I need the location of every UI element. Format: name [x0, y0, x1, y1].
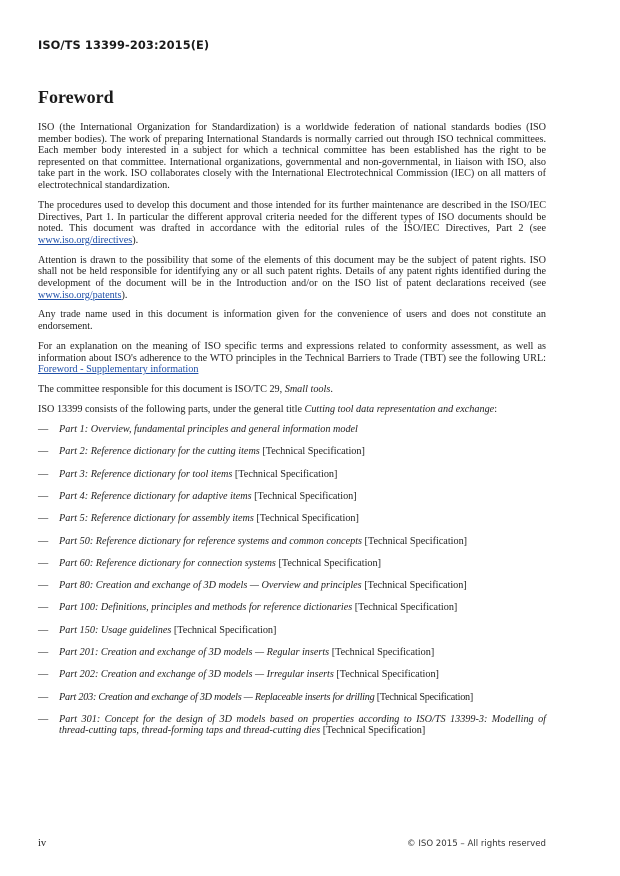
- list-item: [38, 424, 546, 436]
- part-title: Part 202: Creation and exchange of 3D models — Irregular inserts: [59, 669, 334, 681]
- list-item: [38, 647, 546, 659]
- page-number: iv: [38, 838, 47, 849]
- page-title: Foreword: [38, 87, 114, 107]
- dash-marker: —: [38, 647, 49, 659]
- dash-marker: —: [38, 424, 49, 436]
- part-title: Part 1: Overview, fundamental principles and general information model: [59, 424, 358, 436]
- part-title: Part 2: Reference dictionary for the cutting items: [59, 446, 260, 458]
- part-title: Part 60: Reference dictionary for connection systems: [59, 557, 276, 569]
- paragraph-procedures: [38, 200, 546, 246]
- paragraph-conformity-text: For an explanation on the meaning of ISO specific terms and expressions related to conformity assessment, as well as information about ISO's adherence to the WTO principles in the Technical Barriers to Trade (TBT) see the following URL:: [38, 341, 546, 364]
- general-title: Cutting tool data representation and exchange: [304, 404, 495, 416]
- part-title: Part 3: Reference dictionary for tool items: [59, 468, 233, 480]
- part-title: Part 203: Creation and exchange of 3D models — Replaceable inserts for drilling: [59, 691, 375, 703]
- dash-marker: —: [38, 624, 49, 636]
- committee-name: Small tools: [284, 384, 331, 396]
- document-id-header: ISO/TS 13399-203:2015(E): [38, 38, 210, 52]
- dash-marker: —: [38, 691, 48, 703]
- list-item: [38, 602, 546, 614]
- list-item: [38, 580, 546, 592]
- part-note: [Technical Specification]: [275, 557, 381, 569]
- part-note: [Technical Specification]: [251, 491, 357, 503]
- paragraph-conformity: [38, 341, 546, 376]
- part-title: Part 5: Reference dictionary for assembly items: [59, 513, 254, 525]
- parts-list: [38, 424, 546, 737]
- paragraph-committee-end: .: [330, 384, 333, 396]
- foreword-body: [38, 122, 546, 748]
- part-note: [Technical Specification]: [329, 647, 435, 659]
- list-item: [38, 513, 546, 525]
- part-title: Part 80: Creation and exchange of 3D models — Overview and principles: [59, 580, 362, 592]
- paragraph-patents-text: Attention is drawn to the possibility that some of the elements of this document may be the subject of patent rights. ISO shall not be held responsible for identifying any or all such patent rights. Details of any patent rights identified during the development of the document will be in the Introduction and/or on the ISO list of patent declarations received (see: [38, 254, 546, 289]
- supplementary-info-link[interactable]: Foreword - Supplementary information: [38, 364, 199, 376]
- part-note: [Technical Specification]: [171, 624, 277, 636]
- paragraph-patents-end: ).: [121, 289, 128, 301]
- list-item: [38, 714, 546, 737]
- part-note: [Technical Specification]: [232, 468, 338, 480]
- part-note: [Technical Specification]: [374, 691, 474, 703]
- paragraph-committee: [38, 384, 546, 396]
- directives-link[interactable]: www.iso.org/directives: [38, 234, 133, 246]
- paragraph-parts-intro-text: ISO 13399 consists of the following parts, under the general title: [38, 404, 305, 416]
- dash-marker: —: [38, 602, 49, 614]
- part-note: [Technical Specification]: [253, 513, 359, 525]
- part-note: [Technical Specification]: [320, 725, 426, 737]
- dash-marker: —: [38, 669, 49, 681]
- dash-marker: —: [38, 557, 49, 569]
- list-item: [38, 536, 546, 548]
- paragraph-parts-intro: [38, 404, 546, 416]
- paragraph-parts-intro-end: :: [494, 404, 498, 416]
- part-note: [Technical Specification]: [362, 535, 468, 547]
- list-item: [38, 558, 546, 570]
- paragraph-iso-intro: ISO (the International Organization for Standardization) is a worldwide federation of national standards bodies (ISO member bodies). The work of preparing International Standards is normally carried out through ISO technical committees. Each member body interested in a subject for which a technical committee has been established has the right to be represented on that committee. International organizations, governmental and non-governmental, in liaison with ISO, also take part in the work. ISO collaborates closely with the International Electrotechnical Commission (IEC) on all matters of electrotechnical standardization.: [38, 122, 546, 191]
- part-note: [Technical Specification]: [333, 669, 439, 681]
- dash-marker: —: [38, 535, 49, 547]
- list-item: [38, 625, 546, 637]
- list-item: [38, 669, 546, 681]
- dash-marker: —: [38, 713, 49, 725]
- part-note: [Technical Specification]: [352, 602, 458, 614]
- dash-marker: —: [38, 468, 49, 480]
- part-title: Part 150: Usage guidelines: [59, 624, 172, 636]
- list-item: [38, 446, 546, 458]
- dash-marker: —: [38, 513, 49, 525]
- list-item: [38, 469, 546, 481]
- paragraph-trade-name: Any trade name used in this document is information given for the convenience of users and does not constitute an endorsement.: [38, 309, 546, 333]
- part-title: Part 301: Concept for the design of 3D models based on properties according to ISO/TS 13399-3: Modelling of thread-cutting taps, thread-forming taps and thread-cutting dies: [59, 713, 546, 737]
- dash-marker: —: [38, 491, 49, 503]
- dash-marker: —: [38, 580, 49, 592]
- part-title: Part 4: Reference dictionary for adaptive items: [59, 491, 252, 503]
- list-item: [38, 692, 546, 704]
- part-note: [Technical Specification]: [361, 580, 467, 592]
- patents-link[interactable]: www.iso.org/patents: [38, 289, 122, 301]
- part-title: Part 100: Definitions, principles and methods for reference dictionaries: [59, 602, 353, 614]
- part-title: Part 201: Creation and exchange of 3D models — Regular inserts: [59, 647, 330, 659]
- paragraph-committee-text: The committee responsible for this document is ISO/TC 29,: [38, 384, 285, 396]
- dash-marker: —: [38, 446, 49, 458]
- part-title: Part 50: Reference dictionary for reference systems and common concepts: [59, 535, 362, 547]
- copyright-notice: © ISO 2015 – All rights reserved: [407, 839, 546, 849]
- paragraph-patents: [38, 255, 546, 301]
- part-note: [Technical Specification]: [259, 446, 365, 458]
- list-item: [38, 491, 546, 503]
- paragraph-procedures-text: The procedures used to develop this document and those intended for its further maintenance are described in the ISO/IEC Directives, Part 1. In particular the different approval criteria needed for the different types of ISO documents should be noted. This document was drafted in accordance with the editorial rules of the ISO/IEC Directives, Part 2 (see: [38, 199, 546, 235]
- paragraph-procedures-end: ).: [132, 234, 139, 246]
